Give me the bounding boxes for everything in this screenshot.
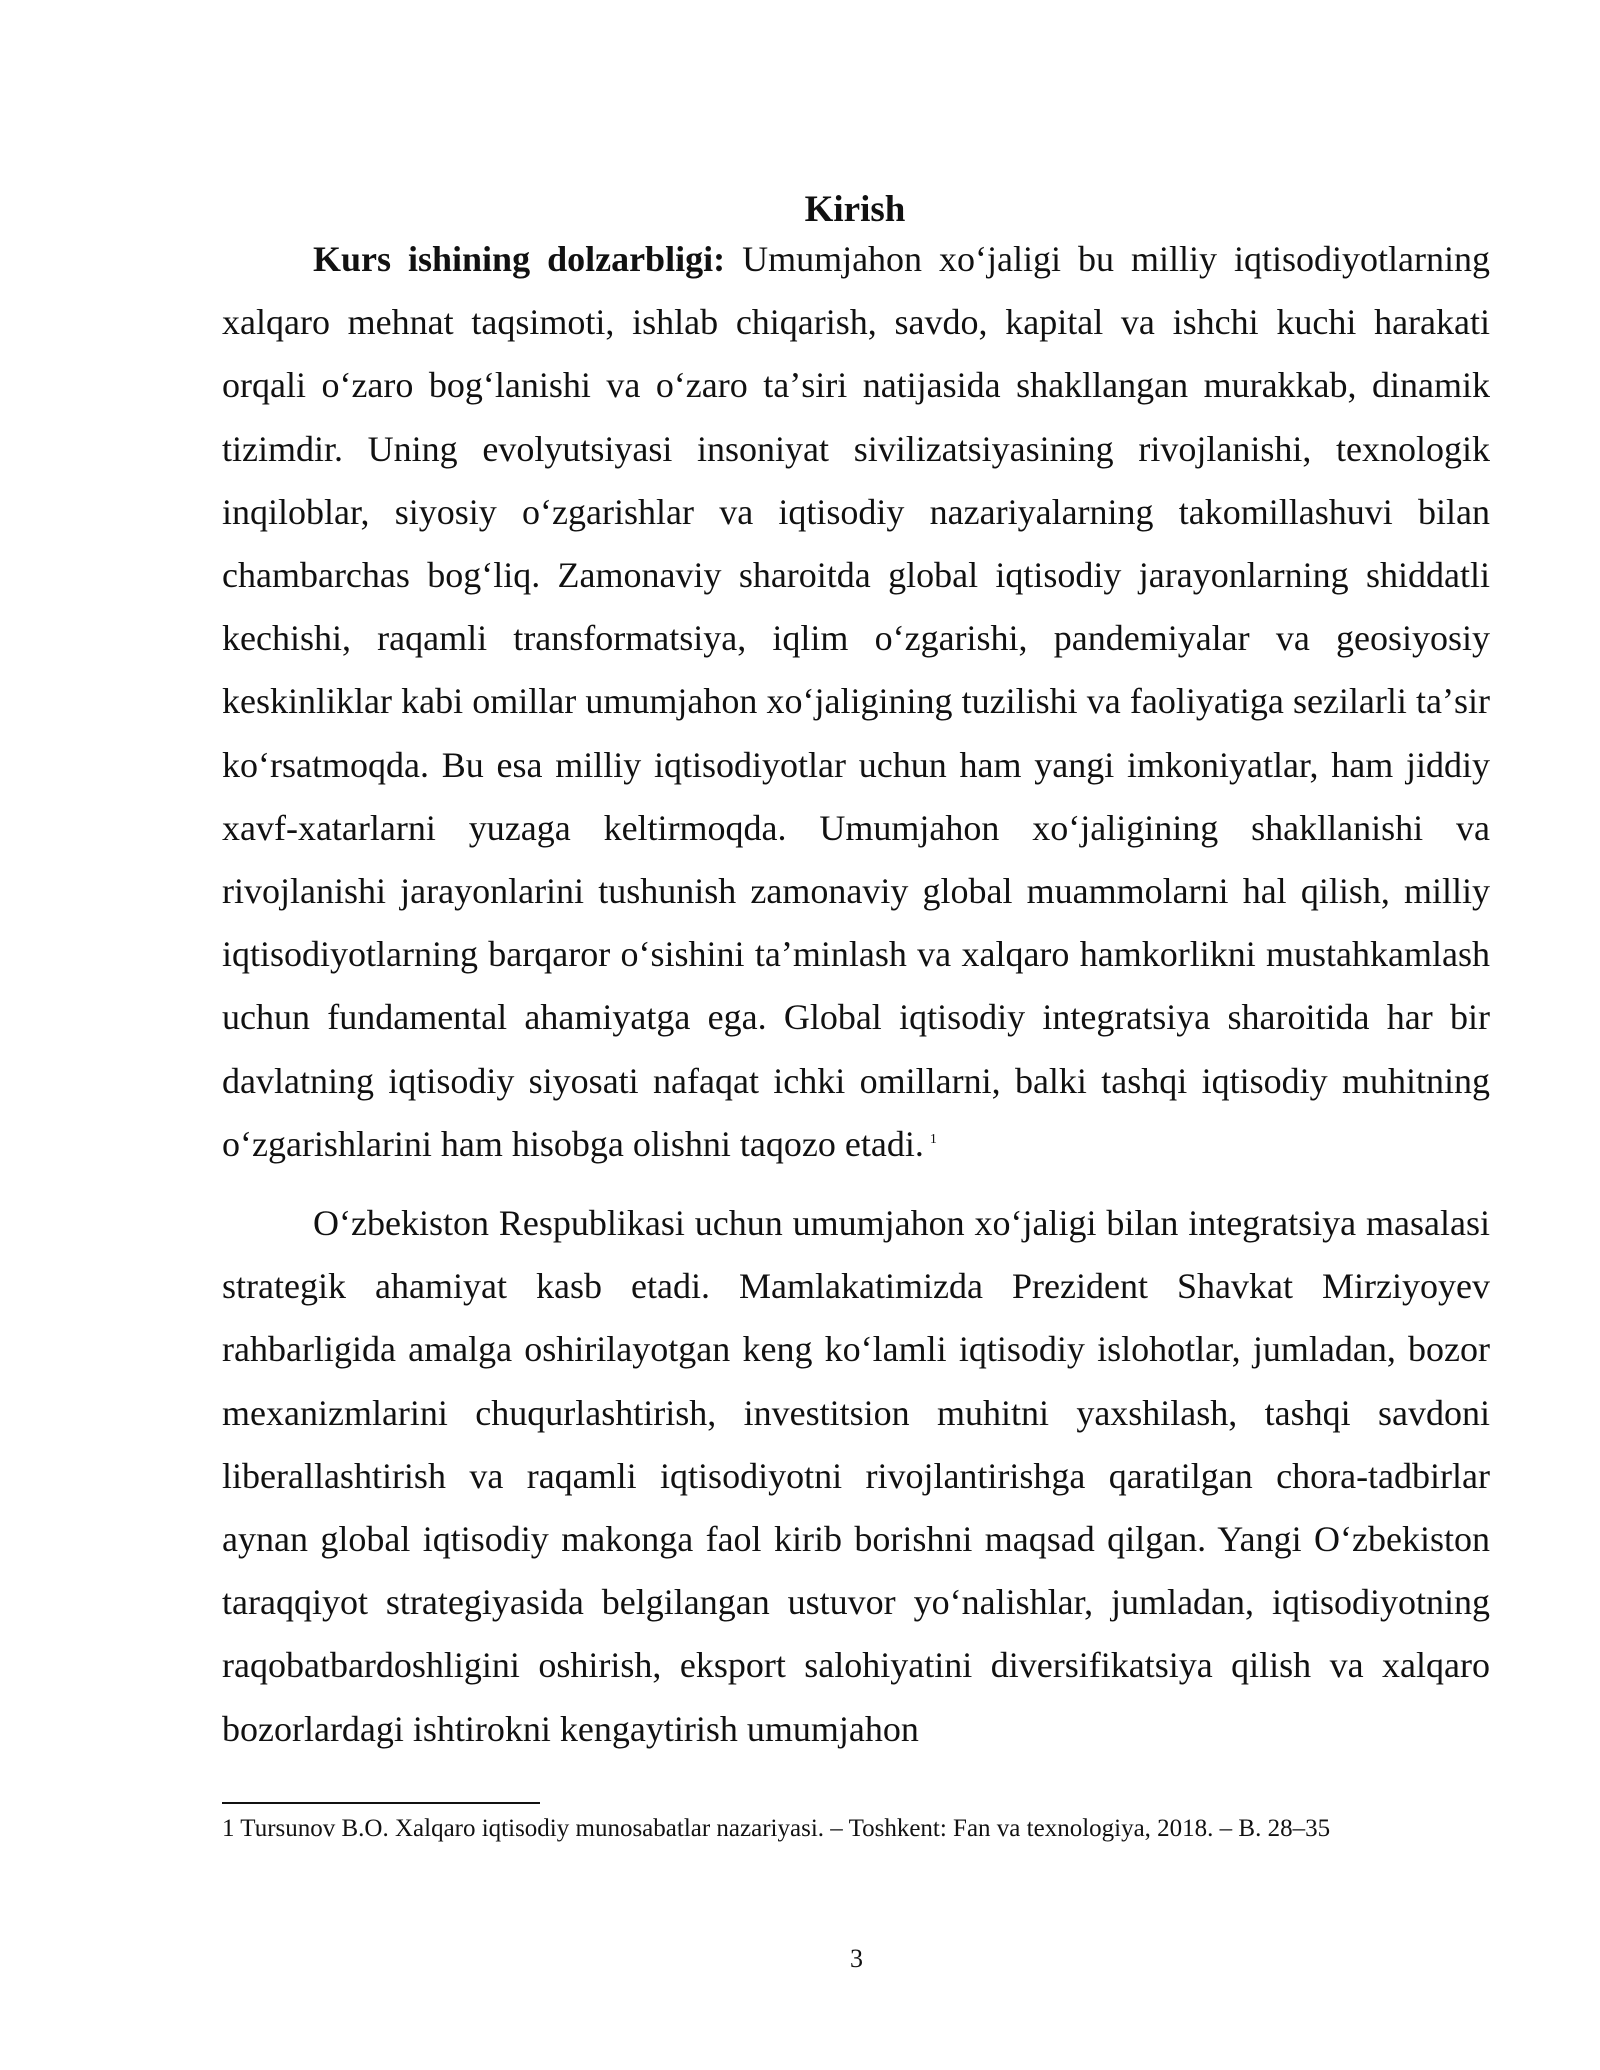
paragraph-1-text: Umumjahon xoʻjaligi bu milliy iqtisodiyotlarning xalqaro mehnat taqsimoti, ishlab chiqarish, savdo, kapital va ishchi kuchi harakati orqali oʻzaro bogʻlanishi va oʻzaro taʼsiri natijasida shakllangan murakkab, dinamik tizimdir. Uning evolyutsiyasi insoniyat sivilizatsiyasining rivojlanishi, texnologik inqiloblar, siyosiy oʻzgarishlar va iqtisodiy nazariyalarning takomillashuvi bilan chambarchas bogʻliq. Zamonaviy sharoitda global iqtisodiy jarayonlarning shiddatli kechishi, raqamli transformatsiya, iqlim oʻzgarishi, pandemiyalar va geosiyosiy keskinliklar kabi omillar umumjahon xoʻjaligining tuzilishi va faoliyatiga sezilarli taʼsir koʻrsatmoqda. Bu esa milliy iqtisodiyotlar uchun ham yangi imkoniyatlar, ham jiddiy xavf-xatarlarni yuzaga keltirmoqda. Umumjahon xoʻjaligining shakllanishi va rivojlanishi jarayonlarini tushunish zamonaviy global muammolarni hal qilish, milliy iqtisodiyotlarning barqaror oʻsishini taʼminlash va xalqaro hamkorlikni mustahkamlash uchun fundamental ahamiyatga ega. Global iqtisodiy integratsiya sharoitida har bir davlatning iqtisodiy siyosati nafaqat ichki omillarni, balki tashqi iqtisodiy muhitning oʻzgarishlarini ham hisobga olishni taqozo etadi. bbox=[222, 239, 1490, 1164]
body-paragraph-2: Oʻzbekiston Respublikasi uchun umumjahon xoʻjaligi bilan integratsiya masalasi strategik ahamiyat kasb etadi. Mamlakatimizda Prezident Shavkat Mirziyoyev rahbarligida amalga oshirilayotgan keng koʻlamli iqtisodiy islohotlar, jumladan, bozor mexanizmlarini chuqurlashtirish, investitsion muhitni yaxshilash, tashqi savdoni liberallashtirish va raqamli iqtisodiyotni rivojlantirishga qaratilgan chora-tadbirlar aynan global iqtisodiy makonga faol kirib borishni maqsad qilgan. Yangi Oʻzbekiston taraqqiyot strategiyasida belgilangan ustuvor yoʻnalishlar, jumladan, iqtisodiyotning raqobatbardoshligini oshirish, eksport salohiyatini diversifikatsiya qilish va xalqaro bozorlardagi ishtirokni kengaytirish umumjahon bbox=[222, 1203, 1490, 1749]
body-paragraph-1 bbox=[222, 228, 1490, 1176]
footnote-separator bbox=[222, 1802, 540, 1804]
section-title: Kirish bbox=[804, 189, 906, 230]
paragraph-lead-heading: Kurs ishining dolzarbligi: bbox=[313, 239, 726, 279]
page-number: 3 bbox=[850, 1944, 863, 1973]
footnote-reference[interactable]: 1 bbox=[929, 1131, 937, 1147]
footnote-text: 1 Tursunov B.O. Xalqaro iqtisodiy munosabatlar nazariyasi. – Toshkent: Fan va texnologiya, 2018. – B. 28–35 bbox=[222, 1815, 1331, 1842]
